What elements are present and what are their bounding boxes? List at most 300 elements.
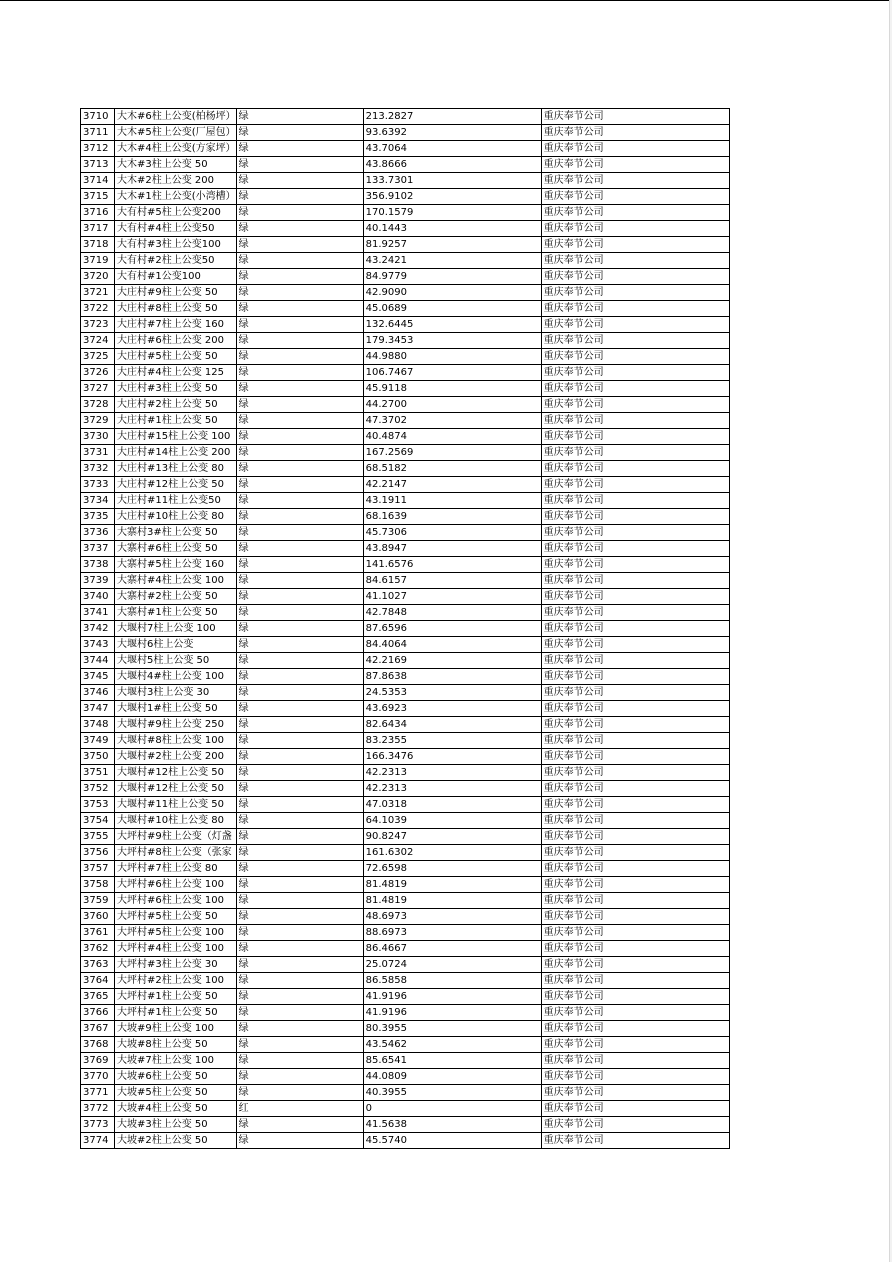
transformer-name-cell: 大庄村#5柱上公变 50 <box>115 349 237 365</box>
transformer-name-cell: 大庄村#12柱上公变 50 <box>115 477 237 493</box>
status-cell: 绿 <box>236 205 363 221</box>
transformer-name-cell: 大堰村4#柱上公变 100 <box>115 669 237 685</box>
value-cell: 41.5638 <box>363 1117 541 1133</box>
transformer-name-cell: 大坪村#5柱上公变 50 <box>115 909 237 925</box>
row-id-cell: 3741 <box>81 605 115 621</box>
company-cell: 重庆奉节公司 <box>541 989 729 1005</box>
row-id-cell: 3745 <box>81 669 115 685</box>
transformer-name-cell: 大坪村#6柱上公变 100 <box>115 893 237 909</box>
company-cell: 重庆奉节公司 <box>541 221 729 237</box>
status-cell: 绿 <box>236 477 363 493</box>
status-cell: 绿 <box>236 973 363 989</box>
status-cell: 绿 <box>236 605 363 621</box>
value-cell: 25.0724 <box>363 957 541 973</box>
row-id-cell: 3721 <box>81 285 115 301</box>
status-cell: 绿 <box>236 1021 363 1037</box>
transformer-name-cell: 大有村#5柱上公变200 <box>115 205 237 221</box>
status-cell: 绿 <box>236 333 363 349</box>
row-id-cell: 3729 <box>81 413 115 429</box>
value-cell: 83.2355 <box>363 733 541 749</box>
value-cell: 161.6302 <box>363 845 541 861</box>
status-cell: 绿 <box>236 493 363 509</box>
row-id-cell: 3759 <box>81 893 115 909</box>
transformer-name-cell: 大坪村#6柱上公变 100 <box>115 877 237 893</box>
value-cell: 87.6596 <box>363 621 541 637</box>
table-row <box>81 1053 730 1069</box>
transformer-name-cell: 大庄村#3柱上公变 50 <box>115 381 237 397</box>
transformer-name-cell: 大有村#1公变100 <box>115 269 237 285</box>
value-cell: 0 <box>363 1101 541 1117</box>
status-cell: 绿 <box>236 573 363 589</box>
transformer-name-cell: 大堰村7柱上公变 100 <box>115 621 237 637</box>
value-cell: 41.1027 <box>363 589 541 605</box>
transformer-name-cell: 大堰村1#柱上公变 50 <box>115 701 237 717</box>
status-cell: 绿 <box>236 269 363 285</box>
table-row <box>81 173 730 189</box>
status-cell: 绿 <box>236 829 363 845</box>
table-row <box>81 733 730 749</box>
row-id-cell: 3773 <box>81 1117 115 1133</box>
transformer-name-cell: 大有村#2柱上公变50 <box>115 253 237 269</box>
row-id-cell: 3712 <box>81 141 115 157</box>
value-cell: 72.6598 <box>363 861 541 877</box>
status-cell: 绿 <box>236 157 363 173</box>
transformer-name-cell: 大有村#3柱上公变100 <box>115 237 237 253</box>
company-cell: 重庆奉节公司 <box>541 893 729 909</box>
transformer-name-cell: 大坪村#7柱上公变 80 <box>115 861 237 877</box>
value-cell: 81.9257 <box>363 237 541 253</box>
transformer-name-cell: 大坡#9柱上公变 100 <box>115 1021 237 1037</box>
row-id-cell: 3760 <box>81 909 115 925</box>
company-cell: 重庆奉节公司 <box>541 1037 729 1053</box>
table-row <box>81 445 730 461</box>
value-cell: 43.6923 <box>363 701 541 717</box>
data-table <box>80 108 730 1149</box>
company-cell: 重庆奉节公司 <box>541 845 729 861</box>
row-id-cell: 3738 <box>81 557 115 573</box>
transformer-name-cell: 大庄村#2柱上公变 50 <box>115 397 237 413</box>
row-id-cell: 3740 <box>81 589 115 605</box>
status-cell: 绿 <box>236 525 363 541</box>
value-cell: 133.7301 <box>363 173 541 189</box>
transformer-name-cell: 大庄村#7柱上公变 160 <box>115 317 237 333</box>
row-id-cell: 3744 <box>81 653 115 669</box>
transformer-name-cell: 大寨村#2柱上公变 50 <box>115 589 237 605</box>
table-row <box>81 1133 730 1149</box>
row-id-cell: 3733 <box>81 477 115 493</box>
table-row <box>81 1085 730 1101</box>
value-cell: 84.6157 <box>363 573 541 589</box>
status-cell: 绿 <box>236 701 363 717</box>
company-cell: 重庆奉节公司 <box>541 477 729 493</box>
value-cell: 64.1039 <box>363 813 541 829</box>
table-row <box>81 973 730 989</box>
status-cell: 绿 <box>236 733 363 749</box>
company-cell: 重庆奉节公司 <box>541 941 729 957</box>
row-id-cell: 3727 <box>81 381 115 397</box>
table-row <box>81 413 730 429</box>
company-cell: 重庆奉节公司 <box>541 333 729 349</box>
transformer-name-cell: 大坡#8柱上公变 50 <box>115 1037 237 1053</box>
company-cell: 重庆奉节公司 <box>541 317 729 333</box>
transformer-name-cell: 大堰村#11柱上公变 50 <box>115 797 237 813</box>
value-cell: 48.6973 <box>363 909 541 925</box>
value-cell: 213.2827 <box>363 109 541 125</box>
table-row <box>81 717 730 733</box>
company-cell: 重庆奉节公司 <box>541 653 729 669</box>
table-row <box>81 397 730 413</box>
row-id-cell: 3751 <box>81 765 115 781</box>
company-cell: 重庆奉节公司 <box>541 701 729 717</box>
value-cell: 40.3955 <box>363 1085 541 1101</box>
company-cell: 重庆奉节公司 <box>541 461 729 477</box>
value-cell: 43.1911 <box>363 493 541 509</box>
status-cell: 绿 <box>236 925 363 941</box>
status-cell: 绿 <box>236 317 363 333</box>
company-cell: 重庆奉节公司 <box>541 509 729 525</box>
table-row <box>81 349 730 365</box>
transformer-name-cell: 大堰村#10柱上公变 80 <box>115 813 237 829</box>
transformer-name-cell: 大堰村3柱上公变 30 <box>115 685 237 701</box>
status-cell: 绿 <box>236 141 363 157</box>
row-id-cell: 3735 <box>81 509 115 525</box>
company-cell: 重庆奉节公司 <box>541 957 729 973</box>
company-cell: 重庆奉节公司 <box>541 621 729 637</box>
row-id-cell: 3739 <box>81 573 115 589</box>
table-row <box>81 701 730 717</box>
transformer-name-cell: 大寨村#5柱上公变 160 <box>115 557 237 573</box>
row-id-cell: 3743 <box>81 637 115 653</box>
status-cell: 绿 <box>236 189 363 205</box>
value-cell: 86.4667 <box>363 941 541 957</box>
value-cell: 90.8247 <box>363 829 541 845</box>
status-cell: 绿 <box>236 413 363 429</box>
status-cell: 绿 <box>236 509 363 525</box>
company-cell: 重庆奉节公司 <box>541 605 729 621</box>
status-cell: 绿 <box>236 1133 363 1149</box>
table-row <box>81 237 730 253</box>
transformer-name-cell: 大坪村#5柱上公变 100 <box>115 925 237 941</box>
value-cell: 88.6973 <box>363 925 541 941</box>
value-cell: 44.0809 <box>363 1069 541 1085</box>
value-cell: 43.5462 <box>363 1037 541 1053</box>
status-cell: 绿 <box>236 637 363 653</box>
table-row <box>81 637 730 653</box>
table-row <box>81 1101 730 1117</box>
table-row <box>81 1069 730 1085</box>
company-cell: 重庆奉节公司 <box>541 749 729 765</box>
transformer-name-cell: 大坡#7柱上公变 100 <box>115 1053 237 1069</box>
row-id-cell: 3715 <box>81 189 115 205</box>
transformer-name-cell: 大庄村#4柱上公变 125 <box>115 365 237 381</box>
transformer-name-cell: 大木#5柱上公变(厂屋包） <box>115 125 237 141</box>
company-cell: 重庆奉节公司 <box>541 1101 729 1117</box>
status-cell: 绿 <box>236 941 363 957</box>
transformer-name-cell: 大坪村#8柱上公变（张家 <box>115 845 237 861</box>
table-row <box>81 877 730 893</box>
transformer-name-cell: 大堰村#12柱上公变 50 <box>115 765 237 781</box>
status-cell: 绿 <box>236 221 363 237</box>
transformer-name-cell: 大寨村#4柱上公变 100 <box>115 573 237 589</box>
company-cell: 重庆奉节公司 <box>541 109 729 125</box>
table-row <box>81 861 730 877</box>
table-row <box>81 653 730 669</box>
row-id-cell: 3736 <box>81 525 115 541</box>
table-row <box>81 381 730 397</box>
row-id-cell: 3719 <box>81 253 115 269</box>
transformer-name-cell: 大堰村#9柱上公变 250 <box>115 717 237 733</box>
value-cell: 42.2169 <box>363 653 541 669</box>
company-cell: 重庆奉节公司 <box>541 269 729 285</box>
row-id-cell: 3714 <box>81 173 115 189</box>
transformer-name-cell: 大有村#4柱上公变50 <box>115 221 237 237</box>
table-row <box>81 1005 730 1021</box>
status-cell: 绿 <box>236 349 363 365</box>
status-cell: 绿 <box>236 285 363 301</box>
value-cell: 43.7064 <box>363 141 541 157</box>
table-row <box>81 301 730 317</box>
value-cell: 43.8666 <box>363 157 541 173</box>
status-cell: 绿 <box>236 749 363 765</box>
value-cell: 47.0318 <box>363 797 541 813</box>
transformer-name-cell: 大木#1柱上公变(小湾槽） <box>115 189 237 205</box>
table-row <box>81 1021 730 1037</box>
row-id-cell: 3730 <box>81 429 115 445</box>
table-row <box>81 813 730 829</box>
row-id-cell: 3724 <box>81 333 115 349</box>
company-cell: 重庆奉节公司 <box>541 813 729 829</box>
status-cell: 绿 <box>236 765 363 781</box>
transformer-name-cell: 大庄村#8柱上公变 50 <box>115 301 237 317</box>
company-cell: 重庆奉节公司 <box>541 301 729 317</box>
table-row <box>81 429 730 445</box>
value-cell: 86.5858 <box>363 973 541 989</box>
status-cell: 绿 <box>236 1005 363 1021</box>
row-id-cell: 3749 <box>81 733 115 749</box>
table-row <box>81 557 730 573</box>
row-id-cell: 3720 <box>81 269 115 285</box>
company-cell: 重庆奉节公司 <box>541 781 729 797</box>
company-cell: 重庆奉节公司 <box>541 829 729 845</box>
value-cell: 356.9102 <box>363 189 541 205</box>
transformer-name-cell: 大庄村#11柱上公变50 <box>115 493 237 509</box>
transformer-name-cell: 大坡#5柱上公变 50 <box>115 1085 237 1101</box>
transformer-name-cell: 大堰村#8柱上公变 100 <box>115 733 237 749</box>
value-cell: 82.6434 <box>363 717 541 733</box>
row-id-cell: 3713 <box>81 157 115 173</box>
value-cell: 40.1443 <box>363 221 541 237</box>
table-row <box>81 909 730 925</box>
company-cell: 重庆奉节公司 <box>541 717 729 733</box>
value-cell: 84.9779 <box>363 269 541 285</box>
status-cell: 绿 <box>236 1117 363 1133</box>
table-row <box>81 109 730 125</box>
company-cell: 重庆奉节公司 <box>541 1117 729 1133</box>
company-cell: 重庆奉节公司 <box>541 861 729 877</box>
value-cell: 45.7306 <box>363 525 541 541</box>
status-cell: 绿 <box>236 365 363 381</box>
row-id-cell: 3742 <box>81 621 115 637</box>
row-id-cell: 3764 <box>81 973 115 989</box>
table-row <box>81 845 730 861</box>
status-cell: 绿 <box>236 893 363 909</box>
value-cell: 45.9118 <box>363 381 541 397</box>
row-id-cell: 3726 <box>81 365 115 381</box>
status-cell: 绿 <box>236 445 363 461</box>
value-cell: 42.2313 <box>363 781 541 797</box>
value-cell: 43.2421 <box>363 253 541 269</box>
value-cell: 68.5182 <box>363 461 541 477</box>
row-id-cell: 3711 <box>81 125 115 141</box>
row-id-cell: 3767 <box>81 1021 115 1037</box>
table-row <box>81 621 730 637</box>
transformer-name-cell: 大坡#6柱上公变 50 <box>115 1069 237 1085</box>
company-cell: 重庆奉节公司 <box>541 1053 729 1069</box>
row-id-cell: 3771 <box>81 1085 115 1101</box>
row-id-cell: 3761 <box>81 925 115 941</box>
table-row <box>81 829 730 845</box>
value-cell: 179.3453 <box>363 333 541 349</box>
row-id-cell: 3752 <box>81 781 115 797</box>
table-row <box>81 125 730 141</box>
transformer-name-cell: 大坪村#3柱上公变 30 <box>115 957 237 973</box>
status-cell: 绿 <box>236 1069 363 1085</box>
table-row <box>81 285 730 301</box>
company-cell: 重庆奉节公司 <box>541 429 729 445</box>
company-cell: 重庆奉节公司 <box>541 1005 729 1021</box>
transformer-name-cell: 大木#2柱上公变 200 <box>115 173 237 189</box>
company-cell: 重庆奉节公司 <box>541 525 729 541</box>
transformer-name-cell: 大木#3柱上公变 50 <box>115 157 237 173</box>
status-cell: 绿 <box>236 909 363 925</box>
row-id-cell: 3716 <box>81 205 115 221</box>
value-cell: 42.7848 <box>363 605 541 621</box>
transformer-name-cell: 大坡#3柱上公变 50 <box>115 1117 237 1133</box>
table-row <box>81 781 730 797</box>
transformer-name-cell: 大坡#4柱上公变 50 <box>115 1101 237 1117</box>
company-cell: 重庆奉节公司 <box>541 557 729 573</box>
table-row <box>81 525 730 541</box>
transformer-name-cell: 大坪村#4柱上公变 100 <box>115 941 237 957</box>
value-cell: 170.1579 <box>363 205 541 221</box>
company-cell: 重庆奉节公司 <box>541 285 729 301</box>
transformer-name-cell: 大堰村#12柱上公变 50 <box>115 781 237 797</box>
transformer-name-cell: 大堰村5柱上公变 50 <box>115 653 237 669</box>
value-cell: 167.2569 <box>363 445 541 461</box>
company-cell: 重庆奉节公司 <box>541 1085 729 1101</box>
row-id-cell: 3758 <box>81 877 115 893</box>
company-cell: 重庆奉节公司 <box>541 397 729 413</box>
value-cell: 42.2313 <box>363 765 541 781</box>
page-top-border <box>0 0 892 1</box>
status-cell: 绿 <box>236 877 363 893</box>
status-cell: 绿 <box>236 1053 363 1069</box>
table-row <box>81 509 730 525</box>
row-id-cell: 3770 <box>81 1069 115 1085</box>
transformer-name-cell: 大寨村#6柱上公变 50 <box>115 541 237 557</box>
row-id-cell: 3763 <box>81 957 115 973</box>
value-cell: 93.6392 <box>363 125 541 141</box>
table-body <box>81 109 730 1149</box>
row-id-cell: 3769 <box>81 1053 115 1069</box>
value-cell: 44.9880 <box>363 349 541 365</box>
status-cell: 绿 <box>236 861 363 877</box>
company-cell: 重庆奉节公司 <box>541 973 729 989</box>
table-row <box>81 317 730 333</box>
table-row <box>81 685 730 701</box>
status-cell: 绿 <box>236 557 363 573</box>
value-cell: 47.3702 <box>363 413 541 429</box>
value-cell: 81.4819 <box>363 893 541 909</box>
company-cell: 重庆奉节公司 <box>541 573 729 589</box>
status-cell: 绿 <box>236 237 363 253</box>
table-row <box>81 157 730 173</box>
company-cell: 重庆奉节公司 <box>541 173 729 189</box>
value-cell: 85.6541 <box>363 1053 541 1069</box>
transformer-name-cell: 大寨村#1柱上公变 50 <box>115 605 237 621</box>
value-cell: 68.1639 <box>363 509 541 525</box>
value-cell: 166.3476 <box>363 749 541 765</box>
status-cell: 绿 <box>236 669 363 685</box>
company-cell: 重庆奉节公司 <box>541 685 729 701</box>
row-id-cell: 3747 <box>81 701 115 717</box>
company-cell: 重庆奉节公司 <box>541 877 729 893</box>
transformer-name-cell: 大庄村#14柱上公变 200 <box>115 445 237 461</box>
status-cell: 绿 <box>236 397 363 413</box>
row-id-cell: 3717 <box>81 221 115 237</box>
table-row <box>81 541 730 557</box>
status-cell: 绿 <box>236 1085 363 1101</box>
table-row <box>81 333 730 349</box>
status-cell: 绿 <box>236 781 363 797</box>
value-cell: 81.4819 <box>363 877 541 893</box>
value-cell: 42.2147 <box>363 477 541 493</box>
value-cell: 44.2700 <box>363 397 541 413</box>
row-id-cell: 3723 <box>81 317 115 333</box>
row-id-cell: 3753 <box>81 797 115 813</box>
row-id-cell: 3748 <box>81 717 115 733</box>
status-cell: 绿 <box>236 253 363 269</box>
table-row <box>81 477 730 493</box>
company-cell: 重庆奉节公司 <box>541 125 729 141</box>
value-cell: 84.4064 <box>363 637 541 653</box>
row-id-cell: 3774 <box>81 1133 115 1149</box>
transformer-name-cell: 大庄村#10柱上公变 80 <box>115 509 237 525</box>
table-row <box>81 141 730 157</box>
table-row <box>81 797 730 813</box>
table-row <box>81 189 730 205</box>
company-cell: 重庆奉节公司 <box>541 381 729 397</box>
row-id-cell: 3768 <box>81 1037 115 1053</box>
transformer-name-cell: 大庄村#1柱上公变 50 <box>115 413 237 429</box>
table-row <box>81 989 730 1005</box>
transformer-name-cell: 大坡#2柱上公变 50 <box>115 1133 237 1149</box>
table-row <box>81 749 730 765</box>
table-row <box>81 941 730 957</box>
table-row <box>81 221 730 237</box>
table-row <box>81 269 730 285</box>
transformer-name-cell: 大木#6柱上公变(柏杨坪） <box>115 109 237 125</box>
status-cell: 绿 <box>236 1037 363 1053</box>
table-row <box>81 253 730 269</box>
company-cell: 重庆奉节公司 <box>541 445 729 461</box>
value-cell: 45.0689 <box>363 301 541 317</box>
value-cell: 40.4874 <box>363 429 541 445</box>
row-id-cell: 3728 <box>81 397 115 413</box>
table-row <box>81 573 730 589</box>
transformer-name-cell: 大堰村#2柱上公变 200 <box>115 749 237 765</box>
transformer-name-cell: 大庄村#15柱上公变 100 <box>115 429 237 445</box>
